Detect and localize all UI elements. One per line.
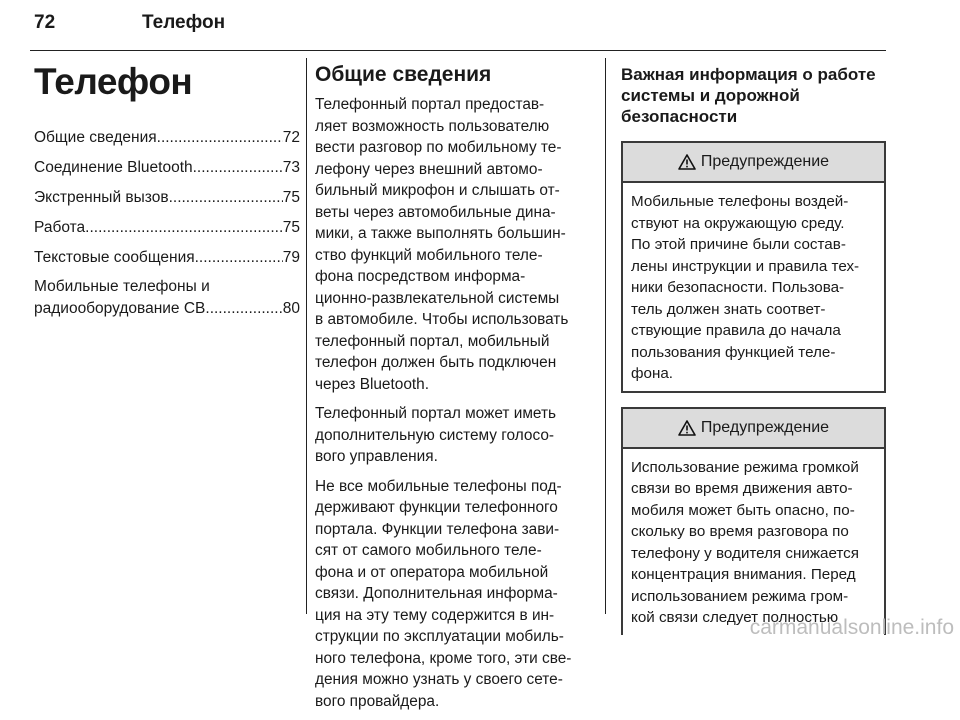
warning-triangle-icon xyxy=(678,154,696,170)
toc-item-label: Общие сведения xyxy=(34,129,157,146)
watermark: carmanualsonline.info xyxy=(749,616,954,639)
toc-item-label: Работа xyxy=(34,219,86,236)
warning-header xyxy=(623,409,884,449)
toc-leader-dots xyxy=(157,126,283,150)
subsection-title: Важная информация о работе системы и дорожной безопасности xyxy=(621,65,876,126)
warning-box xyxy=(621,407,886,635)
paragraph: Телефонный портал предостав- ляет возможность пользователю вести разговор по мобильному те- лефону через внешний автомо- бильный микрофон и слышать от- веты через автомобильные дина- мики, а также выполнять большин- ство функций мобильного теле- фона посредством информа- ционно-развлекательной системы в автомобиле. Чтобы использовать телефонный портал, мобильный телефон должен быть подключен через Bluetooth. xyxy=(315,96,569,393)
toc-item-label: Соединение Bluetooth xyxy=(34,159,193,176)
section-title: Общие сведения xyxy=(315,63,492,86)
toc-item-label-line1: Мобильные телефоны и xyxy=(34,278,210,295)
running-title: Телефон xyxy=(142,12,226,33)
general-section xyxy=(315,62,597,720)
toc-item-page: 73 xyxy=(282,159,300,176)
warning-text: Использование режима громкой связи во время движения авто- мобиля может быть опасно, по- скольку во время разговора по телефону у водителя снижается концентрация внимания. Перед использованием режима гром- кой связи следует полностью xyxy=(631,458,859,626)
warning-heading: Предупреждение xyxy=(700,153,830,170)
page-number: 72 xyxy=(34,12,56,33)
toc-column xyxy=(34,58,300,320)
toc-item-page: 80 xyxy=(282,300,300,317)
warning-box xyxy=(621,141,886,393)
toc-item[interactable] xyxy=(34,186,300,210)
toc-item[interactable] xyxy=(34,126,300,150)
toc-item[interactable] xyxy=(34,156,300,180)
toc-item-label-line2: радиооборудование CB xyxy=(34,300,206,317)
toc-item-page: 79 xyxy=(282,249,300,266)
toc-leader-dots xyxy=(195,246,283,270)
toc-leader-dots xyxy=(193,156,283,180)
toc-leader-dots xyxy=(169,186,283,210)
toc-item-label: Экстренный вызов xyxy=(34,189,169,206)
warning-text: Мобильные телефоны воздей- ствуют на окружающую среду. По этой причине были состав- лены инструкции и правила тех- ники безопасности. Пользова- тель должен знать соответ- ствующие правила до начала пользования функцией теле- фона. xyxy=(631,193,860,382)
toc-item-page: 72 xyxy=(282,129,300,146)
toc-item-page: 75 xyxy=(282,219,300,236)
warning-triangle-icon xyxy=(678,420,696,436)
toc-leader-dots xyxy=(85,216,283,240)
toc-item-label: Текстовые сообщения xyxy=(34,249,195,266)
paragraph: Не все мобильные телефоны под- держивают функции телефонного портала. Функции телефона зави- сят от самого мобильного теле- фона и от оператора мобильной связи. Дополнительная информа- ция на эту тему содержится в ин- струкции по эксплуатации мобиль- ного телефона, кроме того, эти све- дения можно узнать у своего сете- вого провайдера. xyxy=(315,477,572,710)
toc-item-page: 75 xyxy=(282,189,300,206)
toc-item-multiline[interactable] xyxy=(34,276,300,320)
warning-heading: Предупреждение xyxy=(700,418,830,436)
paragraph: Телефонный портал может иметь дополнительную систему голосо- вого управления. xyxy=(315,405,557,465)
chapter-title: Телефон xyxy=(34,61,193,102)
toc-leader-dots xyxy=(205,298,282,320)
toc-item[interactable] xyxy=(34,216,300,240)
toc-item[interactable] xyxy=(34,246,300,270)
column-divider xyxy=(605,58,606,614)
safety-section xyxy=(621,64,886,645)
page-header xyxy=(30,0,886,51)
column-divider xyxy=(306,58,307,614)
warning-header xyxy=(623,143,884,183)
